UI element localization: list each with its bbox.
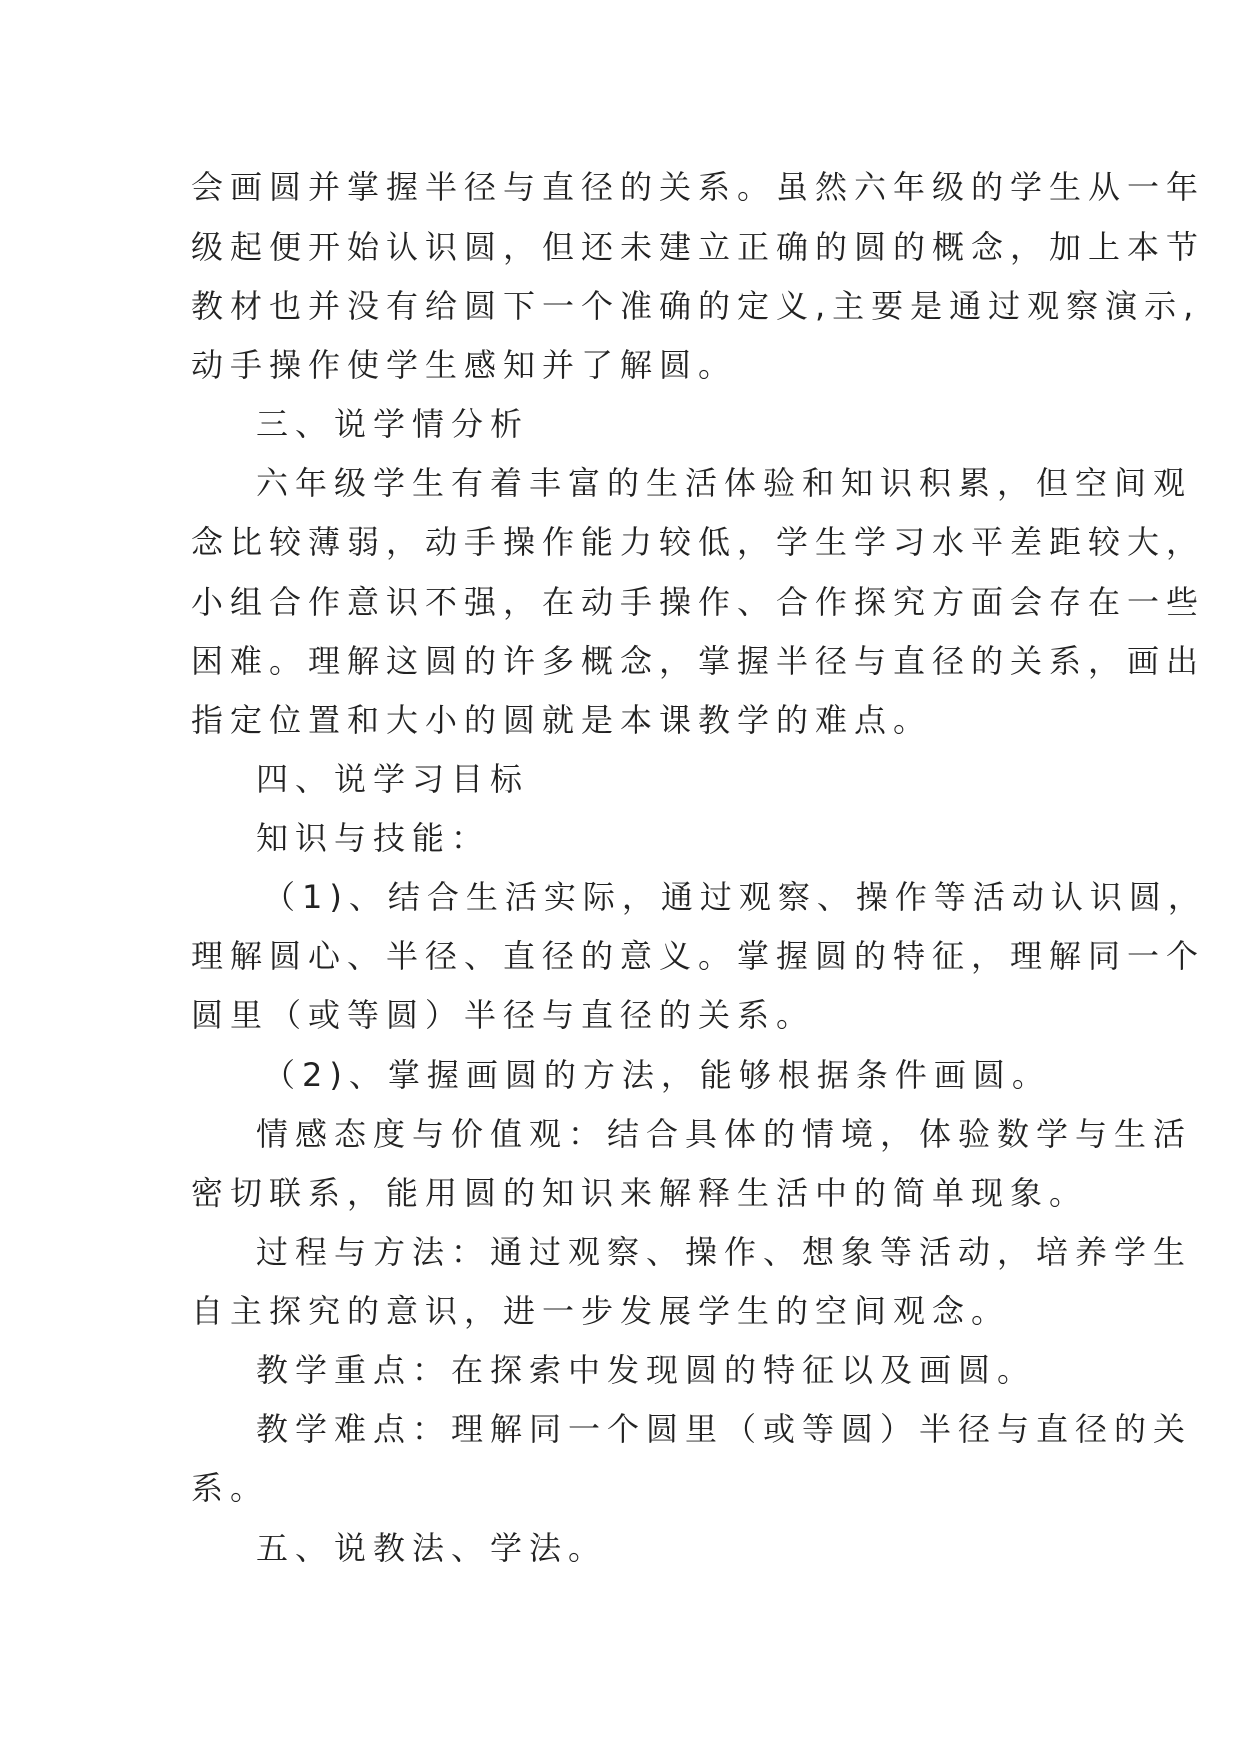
text-line: 指定位置和大小的圆就是本课教学的难点。: [191, 701, 933, 739]
text-line: 动手操作使学生感知并了解圆。: [191, 346, 738, 384]
text-line: 念比较薄弱，动手操作能力较低，学生学习水平差距较大，: [191, 523, 1206, 561]
text-line: 圆里（或等圆）半径与直径的关系。: [191, 996, 816, 1034]
section-heading: 五、说教法、学法。: [256, 1529, 608, 1567]
text-line: 级起便开始认识圆，但还未建立正确的圆的概念，加上本节: [191, 228, 1206, 266]
subheading: 知识与技能：: [256, 819, 491, 857]
section-heading: 四、说学习目标: [256, 760, 530, 798]
text-line: （2)、掌握画圆的方法，能够根据条件画圆。: [263, 1056, 1051, 1094]
text-line: 六年级学生有着丰富的生活体验和知识积累，但空间观: [256, 464, 1193, 502]
text-line: 情感态度与价值观：结合具体的情境，体验数学与生活: [256, 1115, 1193, 1153]
text-line: 教材也并没有给圆下一个准确的定义,主要是通过观察演示,: [191, 287, 1201, 325]
text-line: 教学重点：在探索中发现圆的特征以及画圆。: [256, 1351, 1037, 1389]
text-line: 会画圆并掌握半径与直径的关系。虽然六年级的学生从一年: [191, 168, 1206, 206]
text-line: 系。: [191, 1469, 270, 1507]
section-heading: 三、说学情分析: [256, 405, 530, 443]
text-line: 密切联系，能用圆的知识来解释生活中的简单现象。: [191, 1174, 1089, 1212]
text-line: 小组合作意识不强，在动手操作、合作探究方面会存在一些: [191, 583, 1206, 621]
text-line: 过程与方法：通过观察、操作、想象等活动，培养学生: [256, 1233, 1193, 1271]
text-line: （1)、结合生活实际，通过观察、操作等活动认识圆，: [263, 878, 1207, 916]
text-line: 困难。理解这圆的许多概念，掌握半径与直径的关系，画出: [191, 642, 1206, 680]
text-line: 教学难点：理解同一个圆里（或等圆）半径与直径的关: [256, 1410, 1193, 1448]
text-line: 理解圆心、半径、直径的意义。掌握圆的特征，理解同一个: [191, 937, 1206, 975]
text-line: 自主探究的意识，进一步发展学生的空间观念。: [191, 1292, 1011, 1330]
